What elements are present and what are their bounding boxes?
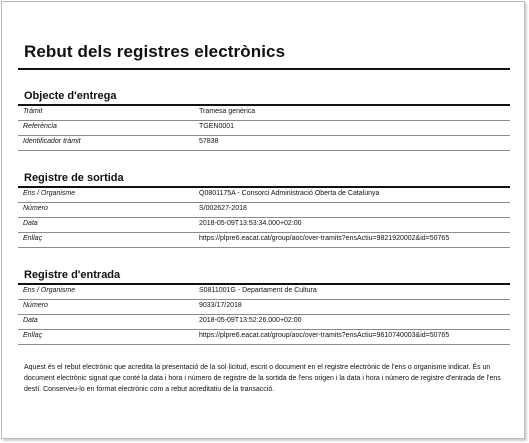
objecte-table (18, 106, 510, 151)
table-row (18, 218, 510, 233)
section-heading-objecte: Objecte d'entrega (24, 90, 117, 102)
row-value: Tramesa genèrica (199, 108, 256, 115)
table-row (18, 203, 510, 218)
sortida-table (18, 188, 510, 248)
table-row (18, 285, 510, 300)
table-row (18, 233, 510, 248)
link-value[interactable]: https://plpre6.eacat.cat/group/aoc/over-tramits?ensActiu=9821920002&id=50765 (199, 235, 450, 242)
row-value: 57838 (199, 138, 219, 145)
section-heading-sortida: Registre de sortida (24, 172, 124, 184)
table-row (18, 121, 510, 136)
row-label: Data (23, 317, 38, 324)
row-label: Número (23, 205, 48, 212)
row-label: Enllaç (23, 332, 43, 339)
row-value: S/002627-2018 (199, 205, 247, 212)
link-value[interactable]: https://plpre6.eacat.cat/group/aoc/over-tramits?ensActiu=9610740003&id=50765 (199, 332, 450, 339)
row-label: Data (23, 220, 38, 227)
receipt-explanation: Aquest és el rebut electrònic que acredita la presentació de la sol·licitud, escrit o document en el registre electrònic de l'ens o organisme indicat. És un document electrònic signat que conté la data i hora i número de registre de la sortida de l'ens origen i la data i hora i número de registre d'entrada de l'ens destí. Conserveu-lo en format electrònic com a rebut acreditatiu de la transacció. (24, 364, 501, 393)
row-label: Identificador tràmit (23, 138, 81, 145)
row-value: 2018-05-09T13:53:34.000+02:00 (199, 220, 302, 227)
title-divider (18, 68, 510, 70)
row-label: Ens / Organisme (23, 287, 76, 294)
table-row (18, 136, 510, 151)
row-value: TGEN0001 (199, 123, 235, 130)
row-value: S0811001G - Departament de Cultura (199, 287, 317, 294)
page-title: Rebut dels registres electrònics (24, 42, 286, 61)
table-row (18, 330, 510, 345)
table-row (18, 106, 510, 121)
row-label: Número (23, 302, 48, 309)
receipt-page (1, 1, 525, 439)
table-row (18, 188, 510, 203)
row-value: Q0801175A - Consorci Administració Oberta de Catalunya (199, 190, 380, 197)
row-label: Referència (23, 123, 57, 130)
row-label: Ens / Organisme (23, 190, 76, 197)
entrada-table (18, 285, 510, 345)
table-row (18, 300, 510, 315)
section-heading-entrada: Registre d'entrada (24, 269, 121, 281)
row-label: Enllaç (23, 235, 43, 242)
table-row (18, 315, 510, 330)
row-value: 2018-05-09T13:52:26.000+02:00 (199, 317, 302, 324)
row-value: 9033/17/2018 (199, 302, 242, 309)
row-label: Tràmit (23, 108, 43, 115)
